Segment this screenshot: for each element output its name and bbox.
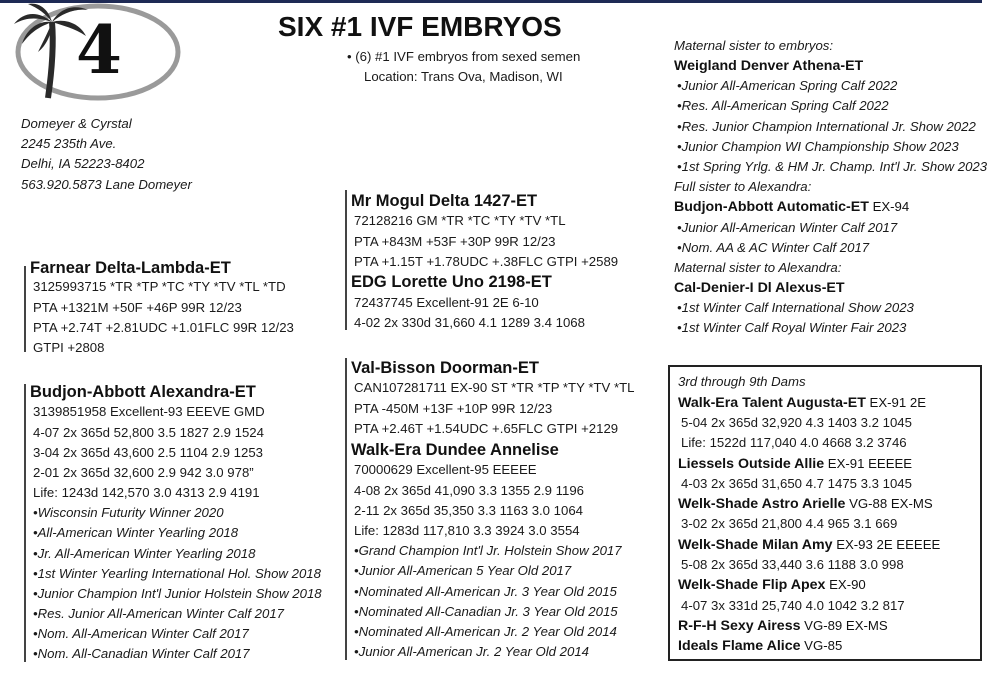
grandsire-line: PTA +843M +53F +30P 99R 12/23 xyxy=(354,234,556,249)
alexus-name: Cal-Denier-I Dl Alexus-ET xyxy=(674,280,845,296)
dam-dam-honor: •Junior All-American Jr. 2 Year Old 2014 xyxy=(354,644,590,659)
airess-entry xyxy=(678,616,888,636)
grandsire-line: PTA +1.15T +1.78UDC +.38FLC GTPI +2589 xyxy=(354,254,619,269)
dam-honor: •All-American Winter Yearling 2018 xyxy=(33,525,239,540)
granddam-line: 72437745 Excellent-91 2E 6-10 xyxy=(354,295,539,310)
pedigree-bracket-sire-line xyxy=(24,266,26,352)
maternal-sister-label: Maternal sister to embryos: xyxy=(674,38,834,53)
grandsire-name: Mr Mogul Delta 1427-ET xyxy=(351,192,538,210)
dam-honor: •1st Winter Yearling International Hol. Show 2018 xyxy=(33,566,321,581)
augusta-name: Walk-Era Talent Augusta-ET xyxy=(678,395,866,411)
dam-name: Budjon-Abbott Alexandra-ET xyxy=(30,383,256,401)
airess-score: VG-89 EX-MS xyxy=(800,618,888,633)
apex-name: Welk-Shade Flip Apex xyxy=(678,577,826,593)
allie-name: Liessels Outside Allie xyxy=(678,456,825,472)
offer-line-1: • (6) #1 IVF embryos from sexed semen xyxy=(347,49,581,64)
arielle-name: Welk-Shade Astro Arielle xyxy=(678,496,846,512)
dam-sire-name: Val-Bisson Doorman-ET xyxy=(351,359,539,377)
allie-score: EX-91 EEEEE xyxy=(824,456,913,471)
automatic-honor: •Nom. AA & AC Winter Calf 2017 xyxy=(677,240,870,255)
granddam-line: 4-02 2x 330d 31,660 4.1 1289 3.4 1068 xyxy=(354,315,585,330)
dam-sire-line: PTA -450M +13F +10P 99R 12/23 xyxy=(354,401,553,416)
grandsire-line: 72128216 GM *TR *TC *TY *TV *TL xyxy=(354,213,566,228)
apex-entry xyxy=(678,575,866,595)
dam-record: 4-07 2x 365d 52,800 3.5 1827 2.9 1524 xyxy=(33,425,264,440)
full-sister-label: Full sister to Alexandra: xyxy=(674,179,812,194)
alice-entry xyxy=(678,636,842,656)
dam-dam-honor: •Junior All-American 5 Year Old 2017 xyxy=(354,563,572,578)
dam-record: 3-04 2x 365d 43,600 2.5 1104 2.9 1253 xyxy=(33,445,264,460)
dam-sire-line: PTA +2.46T +1.54UDC +.65FLC GTPI +2129 xyxy=(354,421,619,436)
dam-sire-line: CAN107281711 EX-90 ST *TR *TP *TY *TV *TL xyxy=(354,380,635,395)
maternal-sister-alexandra-label: Maternal sister to Alexandra: xyxy=(674,260,842,275)
dam-dam-name: Walk-Era Dundee Annelise xyxy=(351,441,559,459)
alexus-honor: •1st Winter Calf Royal Winter Fair 2023 xyxy=(677,320,907,335)
automatic-honor: •Junior All-American Winter Calf 2017 xyxy=(677,220,898,235)
dam-dam-registration: 70000629 Excellent-95 EEEEE xyxy=(354,462,537,477)
augusta-score: EX-91 2E xyxy=(865,395,926,410)
dam-honor: •Nom. All-American Winter Calf 2017 xyxy=(33,626,249,641)
alexus-honor: •1st Winter Calf International Show 2023 xyxy=(677,300,914,315)
arielle-entry xyxy=(678,494,933,514)
athena-honor: •Res. Junior Champion International Jr. Show 2022 xyxy=(677,119,976,134)
augusta-record: Life: 1522d 117,040 4.0 4668 3.2 3746 xyxy=(681,435,907,450)
amy-record: 5-08 2x 365d 33,440 3.6 1188 3.0 998 xyxy=(681,557,904,572)
athena-honor: •Junior Champion WI Championship Show 2023 xyxy=(677,139,959,154)
consignor-phone: 563.920.5873 Lane Domeyer xyxy=(21,177,192,192)
augusta-record: 5-04 2x 365d 32,920 4.3 1403 3.2 1045 xyxy=(681,415,912,430)
dam-dam-honor: •Nominated All-American Jr. 2 Year Old 2014 xyxy=(354,624,617,639)
pedigree-bracket-dam-line xyxy=(24,384,26,662)
granddam-name: EDG Lorette Uno 2198-ET xyxy=(351,273,552,291)
automatic-score: EX-94 xyxy=(868,199,910,214)
dam-dam-record: 4-08 2x 365d 41,090 3.3 1355 2.9 1196 xyxy=(354,483,585,498)
allie-entry xyxy=(678,454,912,474)
automatic-name: Budjon-Abbott Automatic-ET xyxy=(674,199,869,215)
alice-name: Ideals Flame Alice xyxy=(678,638,801,654)
amy-name: Welk-Shade Milan Amy xyxy=(678,537,833,553)
dam-dam-honor: •Nominated All-Canadian Jr. 3 Year Old 2015 xyxy=(354,604,618,619)
arielle-score: VG-88 EX-MS xyxy=(845,496,933,511)
dam-dam-record: Life: 1283d 117,810 3.3 3924 3.0 3554 xyxy=(354,523,580,538)
sire-line: PTA +1321M +50F +46P 99R 12/23 xyxy=(33,300,242,315)
apex-record: 4-07 3x 331d 25,740 4.0 1042 3.2 817 xyxy=(681,598,905,613)
sire-line: PTA +2.74T +2.81UDC +1.01FLC 99R 12/23 xyxy=(33,320,294,335)
dam-dam-honor: •Nominated All-American Jr. 3 Year Old 2015 xyxy=(354,584,617,599)
pedigree-bracket-mogul-line xyxy=(345,190,347,330)
sire-name: Farnear Delta-Lambda-ET xyxy=(30,259,231,277)
athena-honor: •Res. All-American Spring Calf 2022 xyxy=(677,98,889,113)
airess-name: R-F-H Sexy Airess xyxy=(678,618,801,634)
dam-dam-record: 2-11 2x 365d 35,350 3.3 1163 3.0 1064 xyxy=(354,503,584,518)
apex-score: EX-90 xyxy=(825,577,866,592)
arielle-record: 3-02 2x 365d 21,800 4.4 965 3.1 669 xyxy=(681,516,898,531)
dam-registration: 3139851958 Excellent-93 EEEVE GMD xyxy=(33,404,265,419)
sire-line: 3125993715 *TR *TP *TC *TY *TV *TL *TD xyxy=(33,279,286,294)
offer-line-2: Location: Trans Ova, Madison, WI xyxy=(364,69,563,84)
amy-entry xyxy=(678,535,940,555)
allie-record: 4-03 2x 365d 31,650 4.7 1475 3.3 1045 xyxy=(681,476,912,491)
athena-name: Weigland Denver Athena-ET xyxy=(674,58,864,74)
alice-score: VG-85 xyxy=(800,638,843,653)
consignor-city: Delhi, IA 52223-8402 xyxy=(21,156,145,171)
lot-logo xyxy=(8,0,188,110)
lot-number: 4 xyxy=(76,11,122,89)
dams-box-title: 3rd through 9th Dams xyxy=(678,374,806,389)
augusta-entry xyxy=(678,393,926,413)
dam-honor: •Junior Champion Int'l Junior Holstein Show 2018 xyxy=(33,586,322,601)
athena-honor: •1st Spring Yrlg. & HM Jr. Champ. Int'l Jr. Show 2023 xyxy=(677,159,988,174)
pedigree-bracket-doorman-line xyxy=(345,358,347,660)
dam-record: Life: 1243d 142,570 3.0 4313 2.9 4191 xyxy=(33,485,260,500)
dam-honor: •Wisconsin Futurity Winner 2020 xyxy=(33,505,224,520)
dam-honor: •Nom. All-Canadian Winter Calf 2017 xyxy=(33,646,250,661)
dam-record: 2-01 2x 365d 32,600 2.9 942 3.0 978” xyxy=(33,465,254,480)
dam-dam-honor: •Grand Champion Int'l Jr. Holstein Show 2017 xyxy=(354,543,622,558)
page-title: SIX #1 IVF EMBRYOS xyxy=(278,11,562,42)
dam-honor: •Jr. All-American Winter Yearling 2018 xyxy=(33,546,256,561)
consignor-name: Domeyer & Cyrstal xyxy=(21,116,132,131)
amy-score: EX-93 2E EEEEE xyxy=(832,537,941,552)
athena-honor: •Junior All-American Spring Calf 2022 xyxy=(677,78,898,93)
dam-honor: •Res. Junior All-American Winter Calf 2017 xyxy=(33,606,284,621)
consignor-street: 2245 235th Ave. xyxy=(21,136,117,151)
sire-line: GTPI +2808 xyxy=(33,340,105,355)
automatic-entry xyxy=(674,197,909,217)
